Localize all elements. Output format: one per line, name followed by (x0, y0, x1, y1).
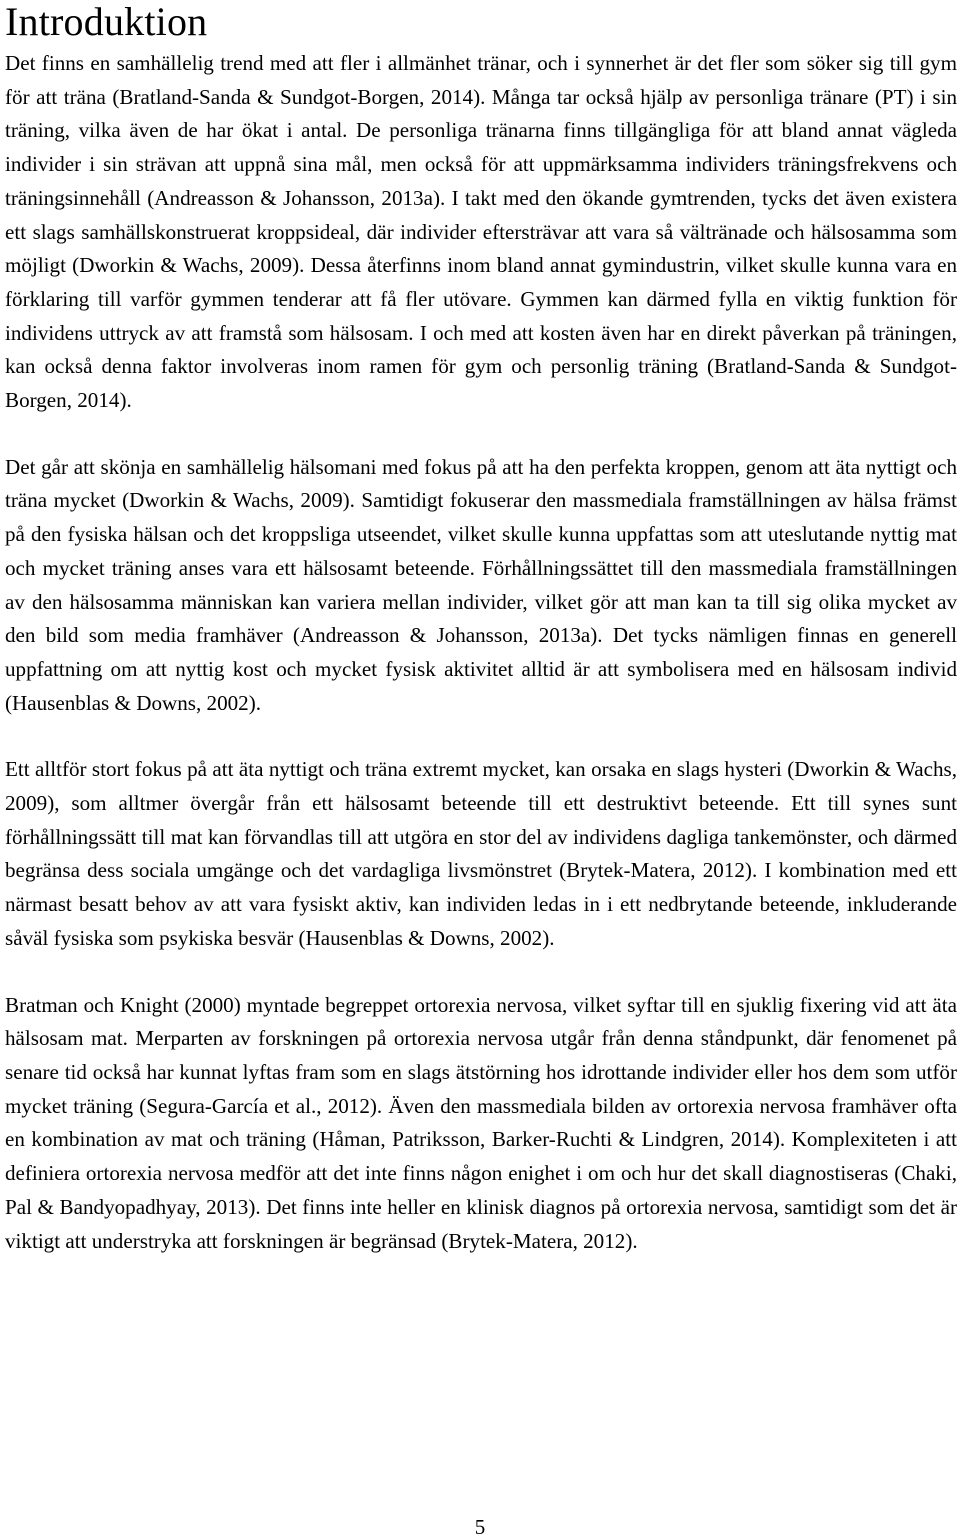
page-number: 5 (474, 1515, 486, 1539)
paragraph-4: Bratman och Knight (2000) myntade begreppet ortorexia nervosa, vilket syftar till en sjuklig fixering vid att äta hälsosam mat. Merparten av forskningen på ortorexia nervosa utgår från denna ståndpunkt, där fenomenet på senare tid också har kunnat lyftas fram som en slags ätstörning hos idrottande individer eller hos dem som utför mycket träning (Segura-García et al., 2012). Även den massmediala bilden av ortorexia nervosa framhäver ofta en kombination av mat och träning (Håman, Patriksson, Barker-Ruchti & Lindgren, 2014). Komplexiteten i att definiera ortorexia nervosa medför att det inte finns någon enighet i om och hur det skall diagnostiseras (Chaki, Pal & Bandyopadhyay, 2013). Det finns inte heller en klinisk diagnos på ortorexia nervosa, samtidigt som det är viktigt att understryka att forskningen är begränsad (Brytek-Matera, 2012). (5, 992, 957, 1253)
paragraph-3: Ett alltför stort fokus på att äta nyttigt och träna extremt mycket, kan orsaka en slags hysteri (Dworkin & Wachs, 2009), som alltmer övergår från ett hälsosamt beteende till ett destruktivt beteende. Ett till synes sunt förhållningssätt till mat kan förvandlas till att utgöra en stor del av individens dagliga tankemönster, och därmed begränsa dess sociala umgänge och det vardagliga livsmönstret (Brytek-Matera, 2012). I kombination med ett närmast besatt behov av att vara fysiskt aktiv, kan individen ledas in i ett nedbrytande beteende, inkluderande såväl fysiska som psykiska besvär (Hausenblas & Downs, 2002). (5, 757, 957, 950)
section-heading: Introduktion (5, 0, 208, 44)
document-page (5, 0, 957, 1258)
paragraph-2: Det går att skönja en samhällelig hälsomani med fokus på att ha den perfekta kroppen, genom att äta nyttigt och träna mycket (Dworkin & Wachs, 2009). Samtidigt fokuserar den massmediala framställningen av hälsa främst på den fysiska hälsan och det kroppsliga utseendet, vilket skulle kunna uppfattas som att uteslutande nyttig mat och mycket träning anses vara ett hälsosamt beteende. Förhållningssättet till den massmediala framställningen av den hälsosamma människan kan variera mellan individer, vilket gör att man kan ta till sig olika mycket av den bild som media framhäver (Andreasson & Johansson, 2013a). Det tycks nämligen finnas en generell uppfattning om att nyttig kost och mycket fysisk aktivitet alltid är att symbolisera med en hälsosam individ (Hausenblas & Downs, 2002). (5, 454, 957, 715)
paragraph-1: Det finns en samhällelig trend med att fler i allmänhet tränar, och i synnerhet är det fler som söker sig till gym för att träna (Bratland-Sanda & Sundgot-Borgen, 2014). Många tar också hjälp av personliga tränare (PT) i sin träning, vilka även de har ökat i antal. De personliga tränarna finns tillgängliga för att bland annat vägleda individer i sin strävan att uppnå sina mål, men också för att uppmärksamma individers träningsfrekvens och träningsinnehåll (Andreasson & Johansson, 2013a). I takt med den ökande gymtrenden, tycks det även existera ett slags samhällskonstruerat kroppsideal, där individer eftersträvar att vara så vältränade och hälsosamma som möjligt (Dworkin & Wachs, 2009). Dessa återfinns inom bland annat gymindustrin, vilket skulle kunna vara en förklaring till varför gymmen tenderar att få fler utövare. Gymmen kan därmed fylla en viktig funktion för individens uttryck av att framstå som hälsosam. I och med att kosten även har en direkt påverkan på träningen, kan också denna faktor involveras inom ramen för gym och personlig träning (Bratland-Sanda & Sundgot-Borgen, 2014). (5, 51, 957, 413)
